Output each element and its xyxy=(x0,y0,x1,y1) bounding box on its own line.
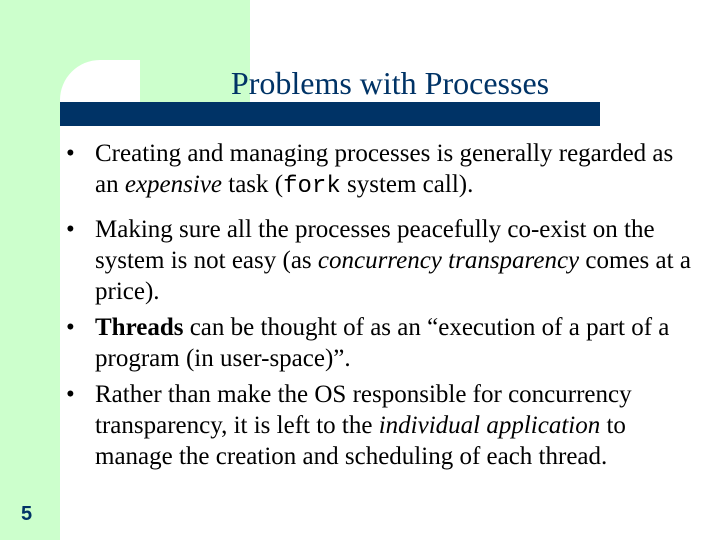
slide-title: Problems with Processes xyxy=(230,65,550,101)
bullet-dot: • xyxy=(66,216,75,243)
bullet-dot: • xyxy=(66,381,75,408)
bullet-emphasis: concurrency transparency xyxy=(317,247,580,274)
bullet-strong: Threads xyxy=(95,314,184,341)
page-number: 5 xyxy=(21,503,33,525)
bullet-emphasis: expensive xyxy=(124,171,223,198)
title-underline-bar xyxy=(60,102,600,126)
bullet-emphasis: individual application xyxy=(378,412,601,439)
bullet-text: Making sure all the processes peacefully co-exist on the system is not easy (as xyxy=(95,216,655,274)
bullet-text: Creating and managing processes is generally regarded as an xyxy=(95,140,674,198)
code-fork: fork xyxy=(283,173,341,200)
bullet-dot: • xyxy=(66,314,75,341)
bullet-text: Rather than make the OS responsible for concurrency transparency, it is left to the xyxy=(95,381,632,439)
bullet-item-coexistence xyxy=(66,214,702,307)
bullet-item-threads xyxy=(66,312,702,374)
bullet-text: comes at a price). xyxy=(95,247,691,305)
bullet-text: to manage the creation and scheduling of each thread. xyxy=(95,412,626,470)
bullet-list xyxy=(66,138,702,472)
bullet-text: system call). xyxy=(340,171,474,198)
bullet-text: can be thought of as an “execution of a part of a program (in user-space)”. xyxy=(95,314,670,372)
bullet-item-process-cost xyxy=(66,138,702,202)
bullet-dot: • xyxy=(66,140,75,167)
bullet-item-application-responsibility xyxy=(66,379,702,472)
bullet-text: task ( xyxy=(222,171,284,198)
